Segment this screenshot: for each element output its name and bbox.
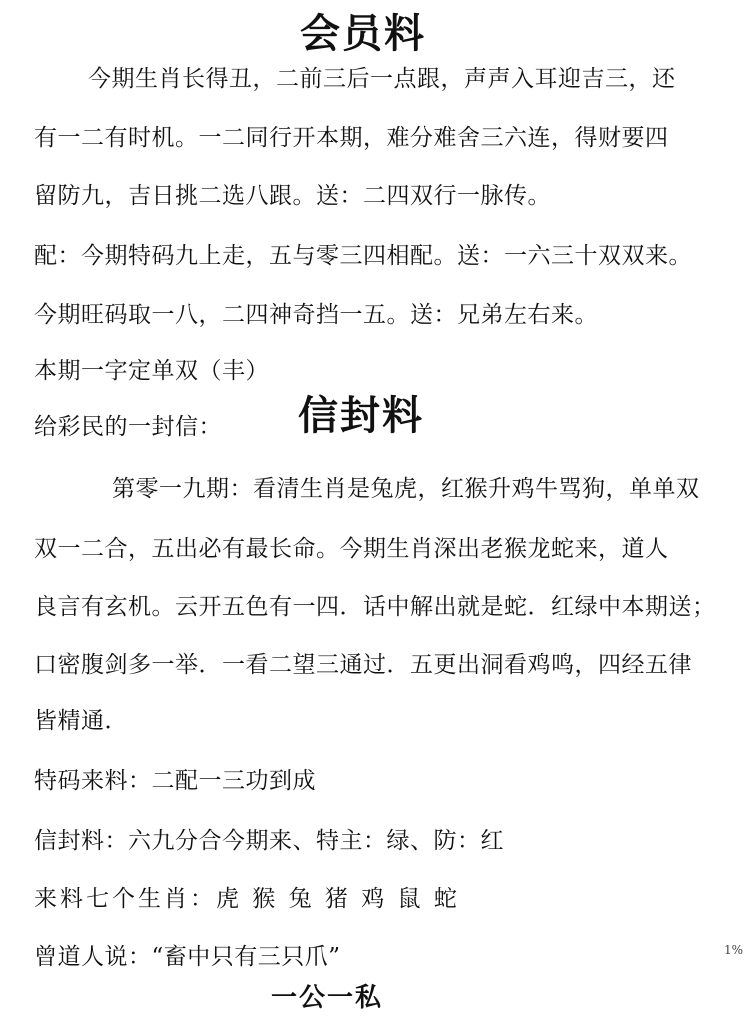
- letter-line-3: 良言有玄机。云开五色有一四．话中解出就是蛇．红绿中本期送；: [34, 594, 716, 620]
- member-line-1: 今期生肖长得丑，二前三后一点跟，声声入耳迎吉三，还: [88, 66, 676, 92]
- taoist-saying-line: 曾道人说：“畜中只有三只爪”: [34, 944, 341, 970]
- member-line-6: 本期一字定单双（丰）: [34, 358, 269, 384]
- seven-zodiacs-line: 来料七个生肖：虎 猴 兔 猪 鸡 鼠 蛇: [34, 886, 460, 912]
- member-line-3: 留防九，吉日挑二选八跟。送：二四双行一脉传。: [34, 183, 551, 209]
- letter-line-2: 双一二合，五出必有最长命。今期生肖深出老猴龙蛇来，道人: [34, 536, 669, 562]
- member-line-4: 配：今期特码九上走，五与零三四相配。送：一六三十双双来。: [34, 243, 692, 269]
- letter-intro: 给彩民的一封信：: [34, 414, 222, 440]
- letter-line-1: 第零一九期：看清生肖是兔虎，红猴升鸡牛骂狗，单单双: [112, 476, 700, 502]
- margin-mark: 1%: [724, 943, 744, 957]
- special-code-line: 特码来料：二配一三功到成: [34, 768, 316, 794]
- member-line-5: 今期旺码取一八，二四神奇挡一五。送：兄弟左右来。: [34, 302, 598, 328]
- member-line-2: 有一二有时机。一二同行开本期，难分难舍三六连，得财要四: [34, 125, 669, 151]
- envelope-note-line: 信封料：六九分合今期来、特主：绿、防：红: [34, 828, 504, 854]
- footer-line: 一公一私: [271, 983, 384, 1013]
- letter-line-5: 皆精通．: [34, 708, 128, 734]
- letter-line-4: 口密腹剑多一举．一看二望三通过．五更出洞看鸡鸣，四经五律: [34, 652, 692, 678]
- letter-section-title: 信封料: [298, 392, 424, 439]
- member-section-title: 会员料: [300, 10, 426, 57]
